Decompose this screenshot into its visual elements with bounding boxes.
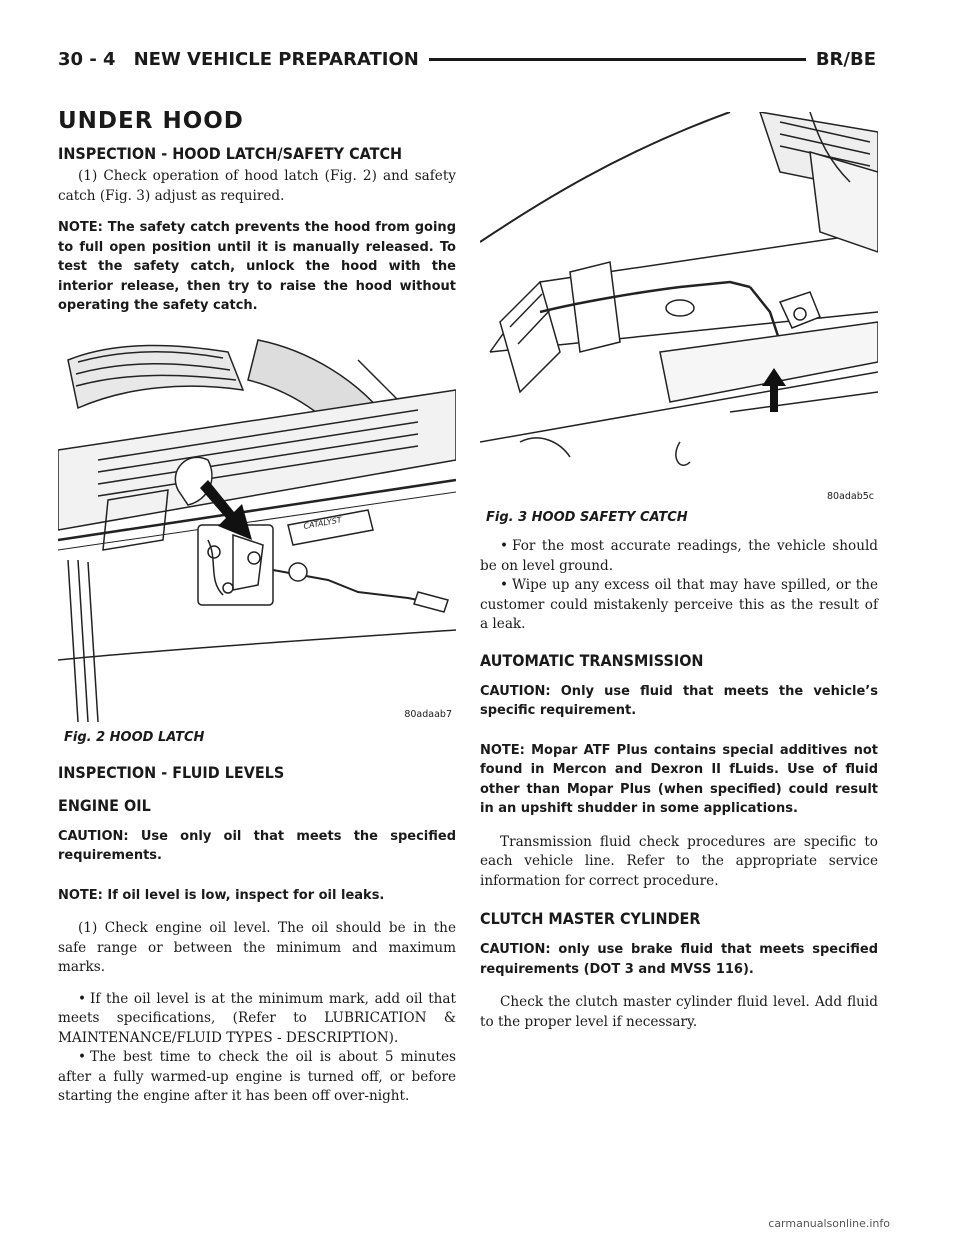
latch-paragraph: (1) Check operation of hood latch (Fig. 2) and safety catch (Fig. 3) adjust as required. xyxy=(58,168,456,204)
catalyst-label: CATALYST xyxy=(302,514,343,531)
right-column xyxy=(480,112,878,1044)
safety-catch-illustration xyxy=(480,112,878,504)
fig3-caption: Fig. 3 HOOD SAFETY CATCH xyxy=(486,510,688,525)
heading-clutch-master-cylinder: CLUTCH MASTER CYLINDER xyxy=(480,909,701,928)
fig2-caption: Fig. 2 HOOD LATCH xyxy=(64,729,205,745)
oil-bullet-2: • The best time to check the oil is about 5 minutes after a fully warmed-up engine is turned off, or before starting the engine after it has been off over-night. xyxy=(58,1049,456,1104)
page-title: UNDER HOOD xyxy=(58,108,244,134)
trans-paragraph: Transmission fluid check procedures are specific to each vehicle line. Refer to the appropriate service information for correct procedure. xyxy=(480,833,878,889)
section-title: NEW VEHICLE PREPARATION xyxy=(133,48,419,70)
watermark: carmanualsonline.info xyxy=(768,1217,890,1230)
page-number: 30 - 4 xyxy=(58,48,116,70)
figure-hood-latch xyxy=(58,330,456,722)
fig2-code: 80adaab7 xyxy=(404,708,452,720)
clutch-caution: CAUTION: only use brake fluid that meets specified requirements (DOT 3 and MVSS 116). xyxy=(480,942,878,977)
left-column xyxy=(58,108,456,1107)
oil-bullet-1: • If the oil level is at the minimum mark, add oil that meets specifications, (Refer to LUBRICATION & MAINTENANCE/FLUID TYPES - DESCRIPTION). xyxy=(58,990,456,1046)
heading-automatic-transmission: AUTOMATIC TRANSMISSION xyxy=(480,650,704,670)
heading-hood-latch-inspection: INSPECTION - HOOD LATCH/SAFETY CATCH xyxy=(58,144,403,163)
figure-hood-safety-catch xyxy=(480,112,878,504)
bullet-glyph: • xyxy=(500,577,509,593)
clutch-paragraph: Check the clutch master cylinder fluid level. Add fluid to the proper level if necessary. xyxy=(480,994,878,1030)
oil-note: NOTE: If oil level is low, inspect for oil leaks. xyxy=(58,887,385,903)
latch-note: NOTE: The safety catch prevents the hood from going to full open position until it is manually released. To test the safety catch, unlock the hood with the interior release, then try to raise the hood without operating the safety catch. xyxy=(58,220,456,313)
bullet-glyph: • xyxy=(78,990,87,1007)
trans-caution: CAUTION: Only use fluid that meets the vehicle’s specific requirement. xyxy=(480,683,878,718)
oil-bullet-4: • Wipe up any excess oil that may have spilled, or the customer could mistakenly perceive this as the result of a leak. xyxy=(480,577,878,632)
fig3-code: 80adab5c xyxy=(826,491,874,502)
bullet-glyph: • xyxy=(78,1049,87,1065)
heading-fluid-levels: INSPECTION - FLUID LEVELS xyxy=(58,762,285,782)
bullet-glyph: • xyxy=(500,538,509,554)
model-code: BR/BE xyxy=(815,48,876,70)
oil-bullet-3: • For the most accurate readings, the vehicle should be on level ground. xyxy=(480,538,878,574)
trans-note: NOTE: Mopar ATF Plus contains special additives not found in Mercon and Dexron II fLuids. Use of fluid other than Mopar Plus (when specified) could result in an upshift shudder in some applications. xyxy=(480,742,878,816)
header-rule xyxy=(429,58,806,61)
oil-caution: CAUTION: Use only oil that meets the specified requirements. xyxy=(58,828,456,863)
oil-paragraph: (1) Check engine oil level. The oil should be in the safe range or between the minimum and maximum marks. xyxy=(58,920,456,975)
page-header xyxy=(58,44,876,74)
heading-engine-oil: ENGINE OIL xyxy=(58,795,151,815)
hood-latch-illustration xyxy=(58,330,456,722)
